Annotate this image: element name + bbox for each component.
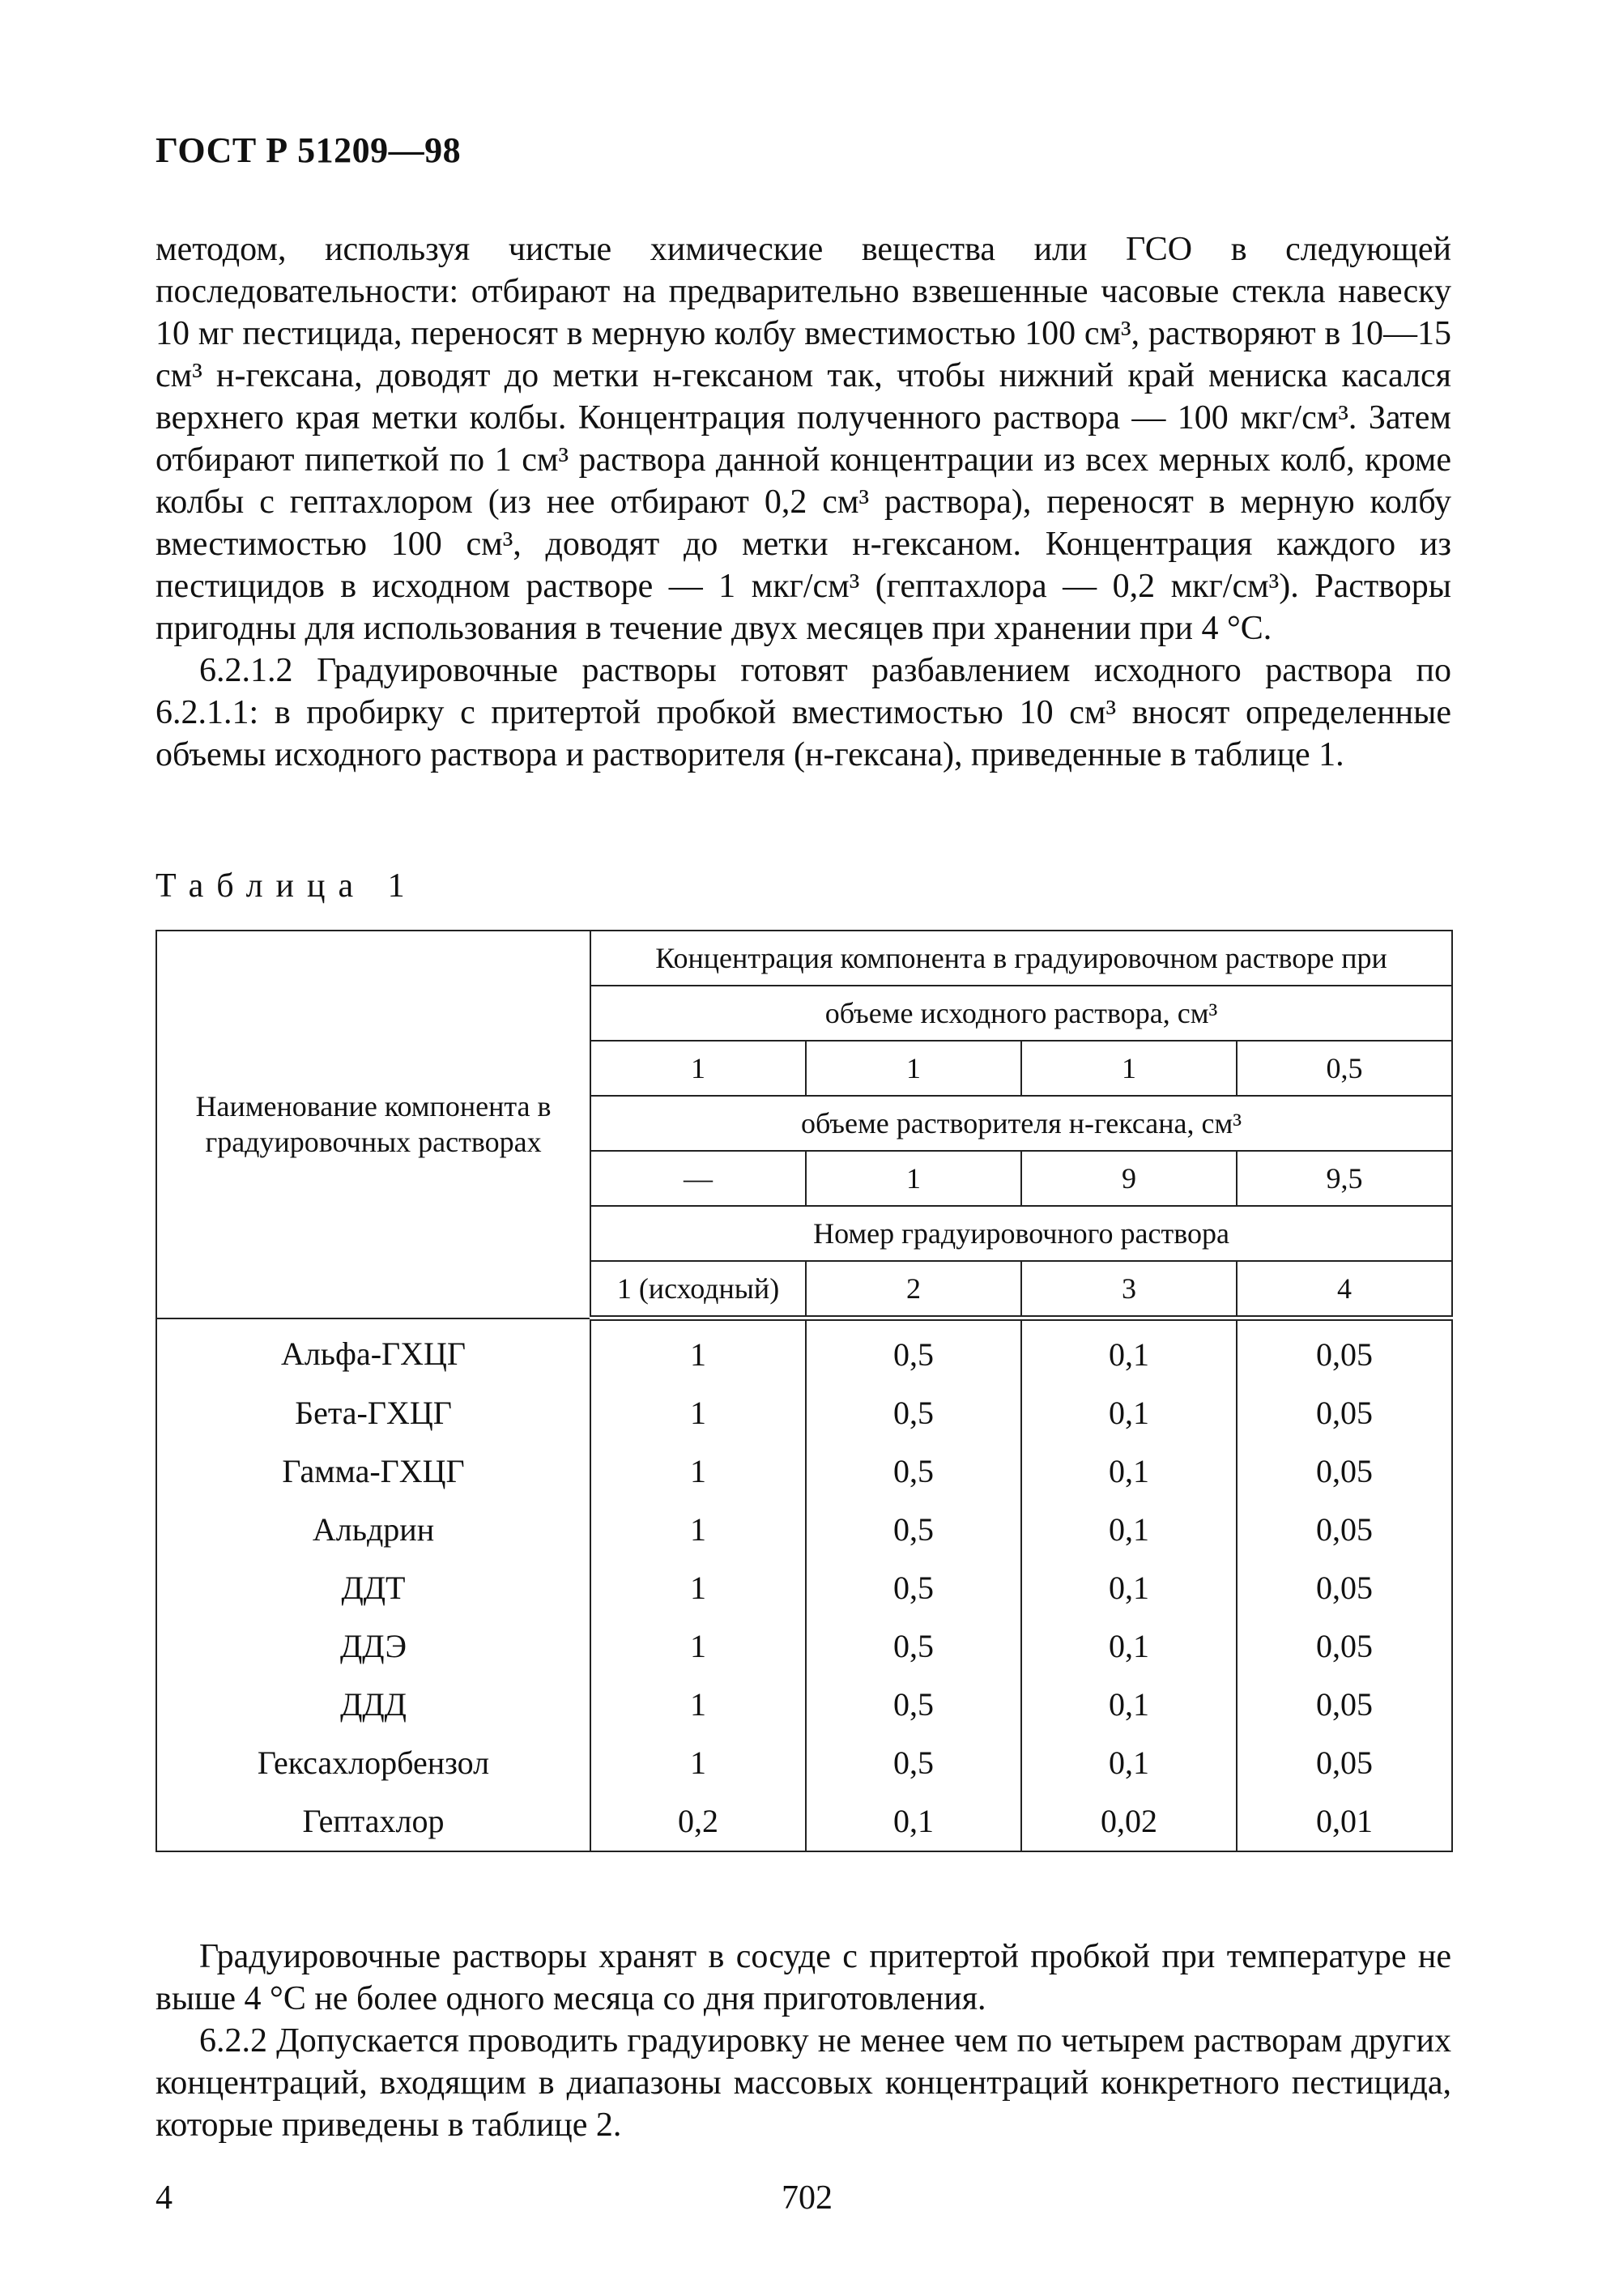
component-name: Альфа-ГХЦГ [156, 1318, 590, 1385]
value-cell: 0,5 [806, 1384, 1021, 1442]
value-cell: 0,02 [1021, 1792, 1237, 1851]
name-header: Наименование компонента в градуировочных растворах [156, 931, 590, 1318]
body-text-after-table [155, 1936, 1451, 2146]
value-cell: 0,1 [1021, 1617, 1237, 1676]
source-volume-header: объеме исходного раствора, см³ [590, 986, 1452, 1041]
table-row [156, 1792, 1452, 1851]
value-cell: 0,5 [806, 1734, 1021, 1792]
value-cell: 0,05 [1237, 1617, 1452, 1676]
footer-center-number: 702 [782, 2179, 833, 2217]
solvent-volume-header: объеме растворителя н-гексана, см³ [590, 1096, 1452, 1151]
component-name: Гамма-ГХЦГ [156, 1442, 590, 1501]
value-cell: 1 [590, 1501, 806, 1559]
solvent-volume-cell: 1 [806, 1151, 1021, 1206]
table-row [156, 1676, 1452, 1734]
value-cell: 0,05 [1237, 1442, 1452, 1501]
value-cell: 1 [590, 1442, 806, 1501]
concentration-header: Концентрация компонента в градуировочном растворе при [590, 931, 1452, 986]
solution-number-cell: 3 [1021, 1261, 1237, 1318]
table-row [156, 1617, 1452, 1676]
value-cell: 0,2 [590, 1792, 806, 1851]
value-cell: 0,5 [806, 1676, 1021, 1734]
value-cell: 0,1 [806, 1792, 1021, 1851]
value-cell: 0,5 [806, 1442, 1021, 1501]
table-row [156, 1734, 1452, 1792]
value-cell: 1 [590, 1676, 806, 1734]
table-row [156, 1501, 1452, 1559]
solvent-volume-cell: 9,5 [1237, 1151, 1452, 1206]
table-row [156, 1559, 1452, 1617]
value-cell: 0,1 [1021, 1501, 1237, 1559]
value-cell: 0,01 [1237, 1792, 1452, 1851]
value-cell: 1 [590, 1734, 806, 1792]
value-cell: 1 [590, 1559, 806, 1617]
component-name: Альдрин [156, 1501, 590, 1559]
value-cell: 1 [590, 1384, 806, 1442]
value-cell: 0,05 [1237, 1734, 1452, 1792]
solution-number-cell: 1 (исходный) [590, 1261, 806, 1318]
solution-number-header: Номер градуировочного раствора [590, 1206, 1452, 1261]
table-row [156, 1318, 1452, 1385]
value-cell: 0,05 [1237, 1676, 1452, 1734]
source-volume-cell: 1 [806, 1041, 1021, 1096]
value-cell: 0,05 [1237, 1384, 1452, 1442]
component-name: ДДЭ [156, 1617, 590, 1676]
component-name: ДДД [156, 1676, 590, 1734]
paragraph-6-2-1-2: 6.2.1.2 Градуировочные растворы готовят разбавлением исходного раствора по 6.2.1.1: в пробирку с притертой пробкой вместимостью 10 см³ вносят определенные объемы исходного раствора и растворителя (н-гексана), приведенные в таблице 1. [155, 652, 1451, 773]
source-volume-cell: 0,5 [1237, 1041, 1452, 1096]
solvent-volume-cell: — [590, 1151, 806, 1206]
value-cell: 0,1 [1021, 1442, 1237, 1501]
value-cell: 0,5 [806, 1501, 1021, 1559]
value-cell: 0,5 [806, 1617, 1021, 1676]
paragraph-1: методом, используя чистые химические вещества или ГСО в следующей последовательности: отбирают на предварительно взвешенные часовые стекла навеску 10 мг пестицида, переносят в мерную колбу вместимостью 100 см³, растворяют в 10—15 см³ н-гексана, доводят до метки н-гексаном так, чтобы нижний край мениска касался верхнего края метки колбы. Концентрация полученного раствора — 100 мкг/см³. Затем отбирают пипеткой по 1 см³ раствора данной концентрации из всех мерных колб, кроме колбы с гептахлором (из нее отбирают 0,2 см³ раствора), переносят в мерную колбу вместимостью 100 см³, доводят до метки н-гексаном. Концентрация каждого из пестицидов в исходном растворе — 1 мкг/см³ (гептахлора — 0,2 мкг/см³). Растворы пригодны для использования в течение двух месяцев при хранении при 4 °С. [155, 231, 1451, 647]
component-name: Гексахлорбензол [156, 1734, 590, 1792]
table-row [156, 1384, 1452, 1442]
solution-number-cell: 4 [1237, 1261, 1452, 1318]
value-cell: 0,1 [1021, 1318, 1237, 1385]
value-cell: 1 [590, 1617, 806, 1676]
table-1 [155, 930, 1453, 1852]
source-volume-cell: 1 [590, 1041, 806, 1096]
value-cell: 0,05 [1237, 1318, 1452, 1385]
component-name: Бета-ГХЦГ [156, 1384, 590, 1442]
source-volume-cell: 1 [1021, 1041, 1237, 1096]
value-cell: 0,1 [1021, 1559, 1237, 1617]
value-cell: 0,5 [806, 1559, 1021, 1617]
value-cell: 0,05 [1237, 1559, 1452, 1617]
value-cell: 0,1 [1021, 1676, 1237, 1734]
paragraph-storage: Градуировочные растворы хранят в сосуде с притертой пробкой при температуре не выше 4 °С не более одного месяца со дня приготовления. [155, 1938, 1451, 2017]
page-number: 4 [155, 2179, 173, 2217]
document-header: ГОСТ Р 51209—98 [155, 130, 462, 170]
solution-number-cell: 2 [806, 1261, 1021, 1318]
value-cell: 0,1 [1021, 1384, 1237, 1442]
body-text [155, 228, 1451, 776]
component-name: Гептахлор [156, 1792, 590, 1851]
value-cell: 0,1 [1021, 1734, 1237, 1792]
paragraph-6-2-2: 6.2.2 Допускается проводить градуировку не менее чем по четырем растворам других концентраций, входящим в диапазоны массовых концентраций конкретного пестицида, которые приведены в таблице 2. [155, 2022, 1451, 2144]
header-row-concentration [156, 931, 1452, 986]
table-row [156, 1442, 1452, 1501]
solvent-volume-cell: 9 [1021, 1151, 1237, 1206]
component-name: ДДТ [156, 1559, 590, 1617]
value-cell: 1 [590, 1318, 806, 1385]
value-cell: 0,05 [1237, 1501, 1452, 1559]
value-cell: 0,5 [806, 1318, 1021, 1385]
table-caption: Таблица 1 [155, 867, 418, 905]
